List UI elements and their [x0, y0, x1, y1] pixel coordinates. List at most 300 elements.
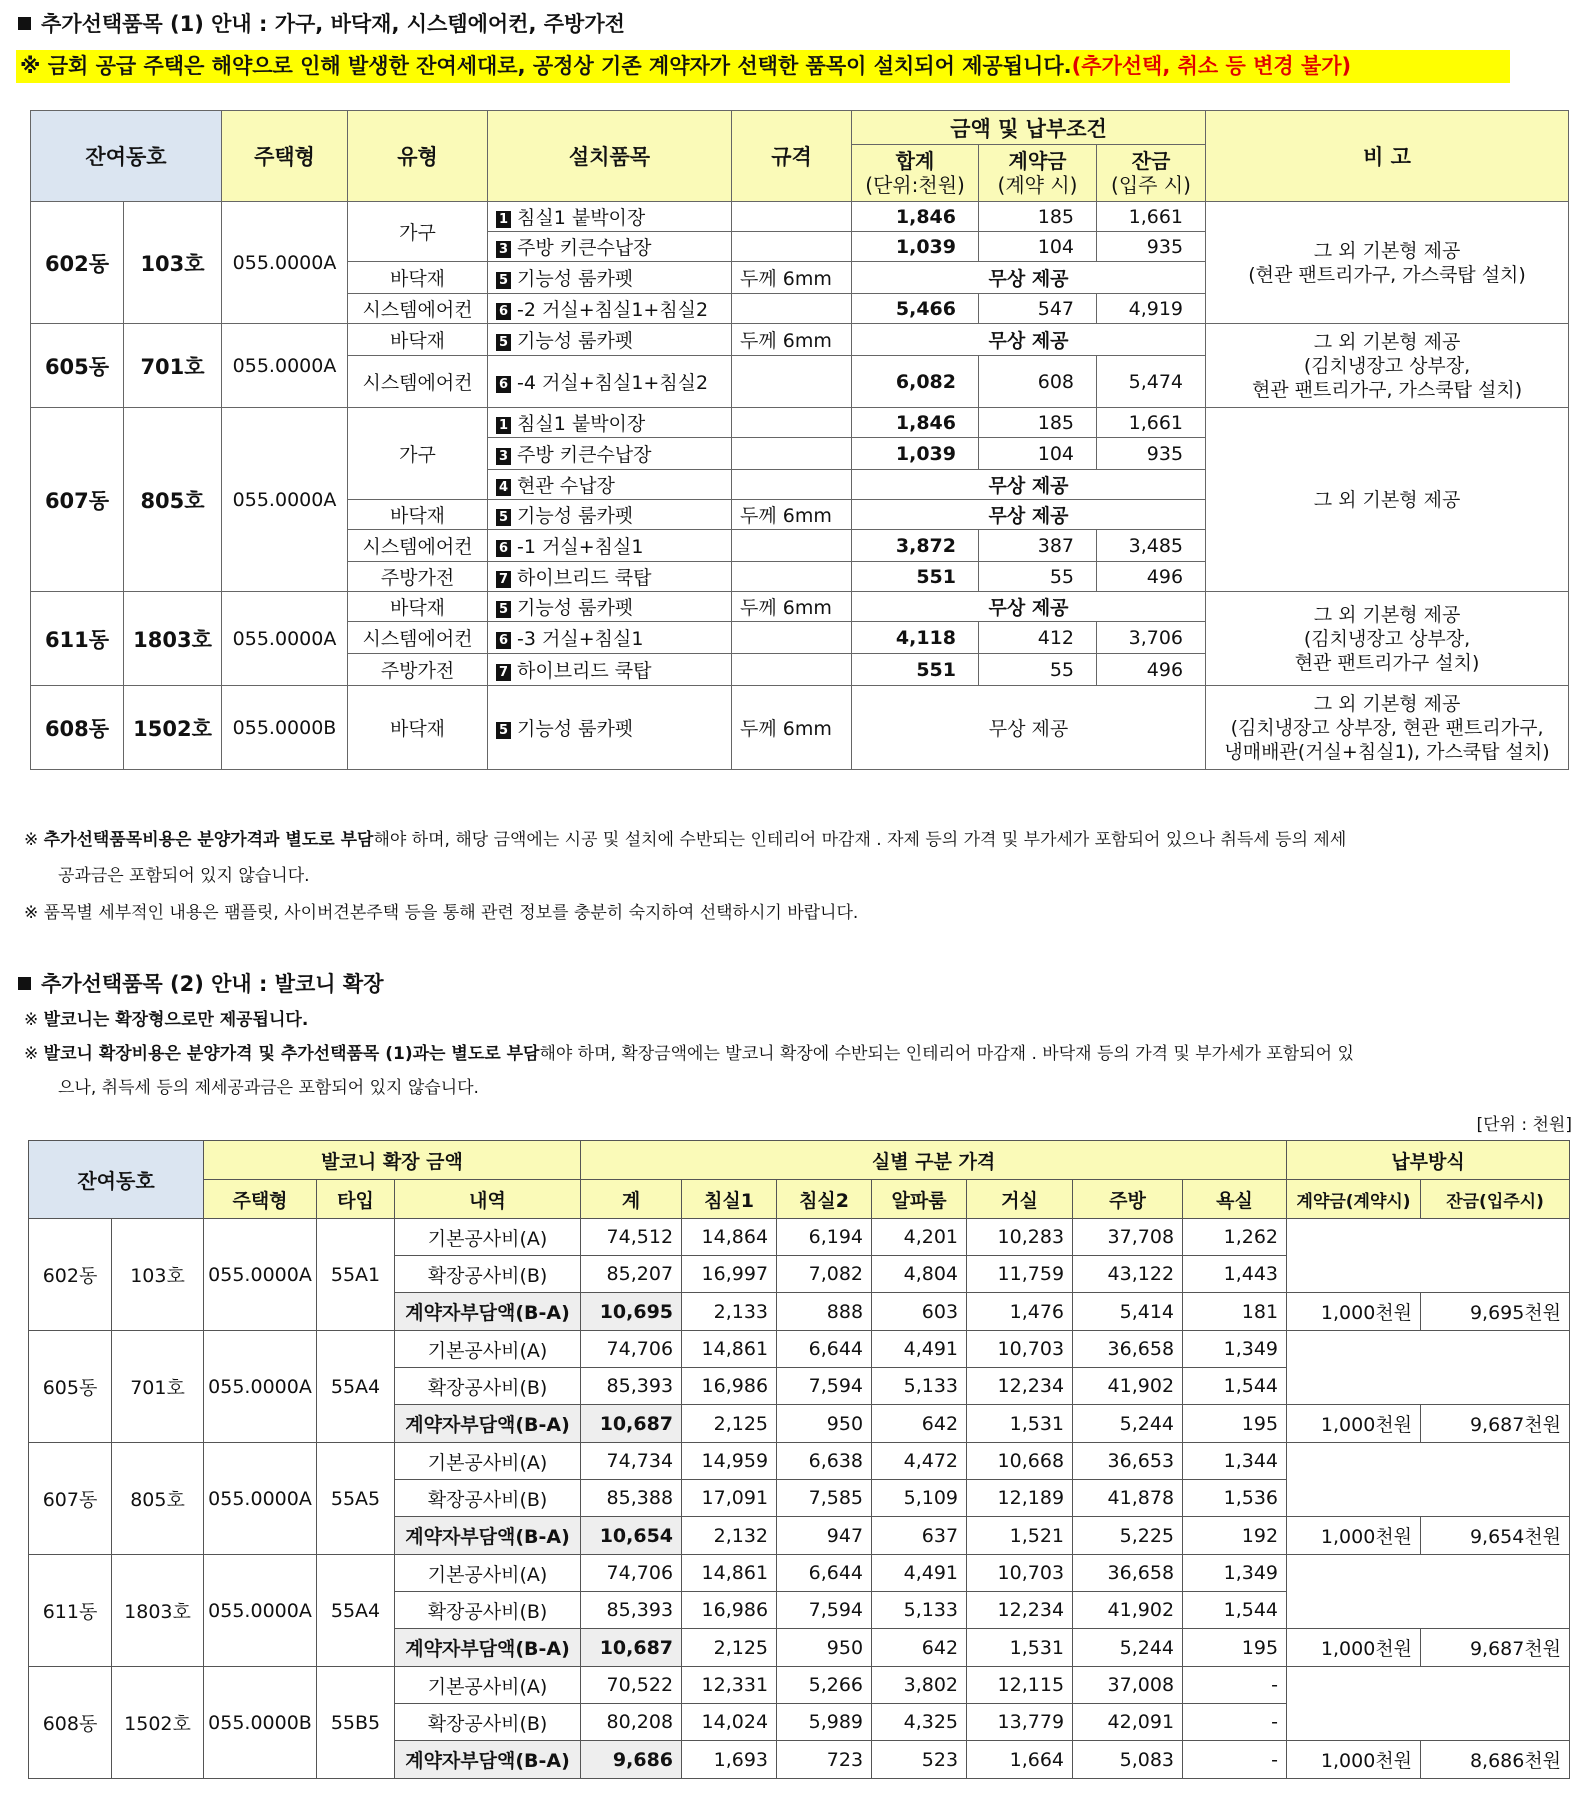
cost-cell: 192	[1183, 1517, 1287, 1555]
item-spec	[732, 356, 852, 408]
item-category: 주방가전	[348, 654, 488, 686]
item-category: 시스템에어컨	[348, 294, 488, 324]
cost-cell: 14,024	[682, 1704, 777, 1741]
item-name: -2 거실+침실1+침실2	[517, 299, 709, 321]
item-category: 바닥재	[348, 592, 488, 622]
header-category: 유형	[348, 111, 488, 202]
cost-cell: 37,008	[1073, 1667, 1183, 1704]
cost-cell: 80,208	[581, 1704, 682, 1741]
cost-cell: 5,244	[1073, 1405, 1183, 1443]
item-balance: 3,706	[1097, 622, 1206, 654]
cost-cell: 41,902	[1073, 1368, 1183, 1405]
cost-cell: 85,388	[581, 1480, 682, 1517]
item-deposit: 55	[979, 654, 1097, 686]
cost-cell: 4,472	[872, 1443, 967, 1480]
remark-line: 현관 팬트리가구 설치)	[1294, 651, 1480, 674]
item-number-badge: 5	[496, 334, 511, 351]
item-number-badge: 1	[496, 211, 511, 228]
cost-cell: 5,414	[1073, 1293, 1183, 1331]
item-category: 시스템에어컨	[348, 530, 488, 562]
cost-cell: 41,902	[1073, 1592, 1183, 1629]
cost-cell: 181	[1183, 1293, 1287, 1331]
unit-type: 055.0000B	[204, 1667, 317, 1779]
item-number-badge: 6	[496, 376, 511, 393]
header-type: 주택형	[222, 111, 348, 202]
cost-cell: 16,986	[682, 1592, 777, 1629]
payment-empty	[1287, 1443, 1570, 1517]
cost-row-label: 계약자부담액(B-A)	[395, 1293, 581, 1331]
item-category: 주방가전	[348, 562, 488, 592]
item-balance: 3,485	[1097, 530, 1206, 562]
cost-cell: 12,331	[682, 1667, 777, 1704]
item-number-badge: 1	[496, 417, 511, 434]
payment-balance: 9,687천원	[1421, 1405, 1570, 1443]
cost-cell: 1,536	[1183, 1480, 1287, 1517]
item-number-badge: 7	[496, 571, 511, 588]
item-deposit: 387	[979, 530, 1097, 562]
unit-plan: 55A1	[317, 1219, 395, 1331]
cost-row-label: 기본공사비(A)	[395, 1667, 581, 1704]
payment-deposit: 1,000천원	[1287, 1517, 1421, 1555]
cost-cell: 6,644	[777, 1555, 872, 1592]
table-row	[31, 592, 1569, 622]
cost-cell: 7,585	[777, 1480, 872, 1517]
item-total: 1,846	[852, 408, 979, 438]
cost-cell: 5,109	[872, 1480, 967, 1517]
item-name: 주방 키큰수납장	[517, 237, 652, 259]
cost-cell: 5,133	[872, 1368, 967, 1405]
unit-plan: 55A4	[317, 1555, 395, 1667]
item-spec	[732, 622, 852, 654]
item-name-cell	[488, 262, 732, 294]
payment-balance: 9,654천원	[1421, 1517, 1570, 1555]
item-total: 5,466	[852, 294, 979, 324]
item-spec: 두께 6mm	[732, 592, 852, 622]
section2-note2: ※ 발코니 확장비용은 분양가격 및 추가선택품목 (1)과는 별도로 부담해야 하며, 확장금액에는 발코니 확장에 수반되는 인테리어 마감재 . 바닥재 등의 가격 및 부가세가 포함되어 있	[24, 1044, 1354, 1064]
cost-cell: 5,083	[1073, 1741, 1183, 1779]
unit-plan: 55B5	[317, 1667, 395, 1779]
cost-cell: 10,687	[581, 1629, 682, 1667]
cost-cell: 12,234	[967, 1368, 1073, 1405]
cost-cell: 1,349	[1183, 1555, 1287, 1592]
cost-row-label: 기본공사비(A)	[395, 1555, 581, 1592]
payment-empty	[1287, 1219, 1570, 1293]
cost-row-label: 계약자부담액(B-A)	[395, 1517, 581, 1555]
cost-cell: 7,594	[777, 1592, 872, 1629]
unit-type: 055.0000A	[204, 1219, 317, 1331]
cost-cell: 14,861	[682, 1555, 777, 1592]
cost-cell: 1,531	[967, 1629, 1073, 1667]
unit-type: 055.0000A	[222, 408, 348, 592]
table-row	[31, 202, 1569, 232]
cost-cell: 17,091	[682, 1480, 777, 1517]
header-deposit: 계약금(계약시)	[1287, 1180, 1421, 1219]
header-detail: 내역	[395, 1180, 581, 1219]
section2-title: 추가선택품목 (2) 안내 : 발코니 확장	[18, 968, 383, 998]
cost-cell: 637	[872, 1517, 967, 1555]
item-spec	[732, 530, 852, 562]
unit-type: 055.0000A	[204, 1331, 317, 1443]
header-payment: 납부방식	[1287, 1141, 1570, 1180]
header-remarks: 비 고	[1206, 111, 1569, 202]
item-name-cell	[488, 622, 732, 654]
cost-cell: 11,759	[967, 1256, 1073, 1293]
unit-dong: 602동	[31, 202, 124, 324]
cost-row-label: 확장공사비(B)	[395, 1704, 581, 1741]
cost-cell: 70,522	[581, 1667, 682, 1704]
cost-row-label: 기본공사비(A)	[395, 1443, 581, 1480]
payment-deposit: 1,000천원	[1287, 1629, 1421, 1667]
cost-cell: 5,133	[872, 1592, 967, 1629]
cost-cell: 4,325	[872, 1704, 967, 1741]
cost-cell: -	[1183, 1741, 1287, 1779]
item-total: 1,846	[852, 202, 979, 232]
cost-cell: 36,653	[1073, 1443, 1183, 1480]
item-name-cell	[488, 500, 732, 530]
remark-line: 그 외 기본형 제공	[1313, 330, 1461, 353]
item-total: 1,039	[852, 232, 979, 262]
unit-type: 055.0000B	[222, 686, 348, 770]
cost-row-label: 계약자부담액(B-A)	[395, 1629, 581, 1667]
cost-cell: 2,133	[682, 1293, 777, 1331]
item-total: 3,872	[852, 530, 979, 562]
item-deposit: 608	[979, 356, 1097, 408]
cost-cell: 1,349	[1183, 1331, 1287, 1368]
cost-cell: 14,959	[682, 1443, 777, 1480]
notice-red-text: (추가선택, 취소 등 변경 불가)	[1071, 54, 1352, 78]
item-spec: 두께 6mm	[732, 500, 852, 530]
unit-dong: 608동	[29, 1667, 112, 1779]
item-name-cell	[488, 294, 732, 324]
item-total: 1,039	[852, 438, 979, 470]
cost-cell: 37,708	[1073, 1219, 1183, 1256]
unit-type: 055.0000A	[222, 324, 348, 408]
unit-ho: 1502호	[112, 1667, 204, 1779]
free-provision: 무상 제공	[852, 262, 1206, 294]
item-balance: 4,919	[1097, 294, 1206, 324]
item-total: 551	[852, 562, 979, 592]
payment-deposit: 1,000천원	[1287, 1405, 1421, 1443]
item-name: -3 거실+침실1	[517, 628, 644, 650]
item-spec	[732, 232, 852, 262]
item-balance: 1,661	[1097, 202, 1206, 232]
cost-cell: 195	[1183, 1405, 1287, 1443]
cost-cell: 10,687	[581, 1405, 682, 1443]
unit-dong: 608동	[31, 686, 124, 770]
cost-cell: -	[1183, 1667, 1287, 1704]
item-total: 4,118	[852, 622, 979, 654]
unit-type: 055.0000A	[204, 1555, 317, 1667]
cost-cell: 74,512	[581, 1219, 682, 1256]
cost-row-label: 계약자부담액(B-A)	[395, 1741, 581, 1779]
table-row	[29, 1555, 1570, 1592]
header-bed1: 침실1	[682, 1180, 777, 1219]
unit-remarks	[1206, 686, 1569, 770]
item-name-cell	[488, 408, 732, 438]
item-name: 침실1 붙박이장	[517, 413, 646, 435]
unit-dong: 607동	[29, 1443, 112, 1555]
section1-note1: ※ 추가선택품목비용은 분양가격과 별도로 부담해야 하며, 해당 금액에는 시공 및 설치에 수반되는 인테리어 마감재 . 자제 등의 가격 및 부가세가 포함되어 있으나 취득세 등의 제세	[24, 830, 1347, 850]
payment-balance: 9,687천원	[1421, 1629, 1570, 1667]
unit-remarks	[1206, 408, 1569, 592]
payment-empty	[1287, 1667, 1570, 1741]
cost-cell: 85,393	[581, 1368, 682, 1405]
header-price-group: 금액 및 납부조건	[852, 111, 1206, 145]
cost-cell: 74,706	[581, 1331, 682, 1368]
unit-remarks	[1206, 202, 1569, 324]
header-balance: 잔금(입주시)	[1421, 1180, 1570, 1219]
item-name-cell	[488, 592, 732, 622]
cost-cell: 603	[872, 1293, 967, 1331]
cost-cell: 2,132	[682, 1517, 777, 1555]
item-deposit: 547	[979, 294, 1097, 324]
item-category: 시스템에어컨	[348, 622, 488, 654]
cost-cell: 888	[777, 1293, 872, 1331]
item-number-badge: 3	[496, 241, 511, 258]
table-row	[31, 408, 1569, 438]
item-category: 바닥재	[348, 686, 488, 770]
item-spec: 두께 6mm	[732, 686, 852, 770]
cost-cell: 12,234	[967, 1592, 1073, 1629]
cost-cell: 6,194	[777, 1219, 872, 1256]
cost-row-label: 확장공사비(B)	[395, 1480, 581, 1517]
item-category: 바닥재	[348, 324, 488, 356]
item-name-cell	[488, 470, 732, 500]
item-name: 하이브리드 쿡탑	[517, 567, 652, 589]
remark-line: 그 외 기본형 제공	[1313, 692, 1461, 715]
item-name-cell	[488, 530, 732, 562]
payment-balance: 8,686천원	[1421, 1741, 1570, 1779]
remark-line: 그 외 기본형 제공	[1313, 488, 1461, 511]
header-sum: 계	[581, 1180, 682, 1219]
cost-cell: 36,658	[1073, 1331, 1183, 1368]
square-bullet-icon	[18, 977, 31, 990]
cost-cell: 1,344	[1183, 1443, 1287, 1480]
header-deposit: 계약금 (계약 시)	[979, 145, 1097, 202]
item-spec	[732, 654, 852, 686]
balcony-expansion-table	[28, 1140, 1570, 1779]
cost-cell: 13,779	[967, 1704, 1073, 1741]
cost-cell: 10,703	[967, 1331, 1073, 1368]
cost-row-label: 기본공사비(A)	[395, 1219, 581, 1256]
remark-line: (김치냉장고 상부장,	[1303, 354, 1471, 377]
unit-ho: 1803호	[124, 592, 222, 686]
unit-dong: 607동	[31, 408, 124, 592]
table-row	[29, 1331, 1570, 1368]
item-category: 가구	[348, 408, 488, 500]
table-row	[31, 324, 1569, 356]
unit-remarks	[1206, 324, 1569, 408]
unit-ho: 103호	[112, 1219, 204, 1331]
table-row	[31, 686, 1569, 770]
cost-cell: 16,986	[682, 1368, 777, 1405]
remark-line: (김치냉장고 상부장, 현관 팬트리가구,	[1230, 716, 1544, 739]
unit-ho: 103호	[124, 202, 222, 324]
header-alpha: 알파룸	[872, 1180, 967, 1219]
cost-cell: 2,125	[682, 1405, 777, 1443]
free-provision: 무상 제공	[852, 686, 1206, 770]
unit-dong: 611동	[31, 592, 124, 686]
header-spec: 규격	[732, 111, 852, 202]
item-name: -4 거실+침실1+침실2	[517, 372, 709, 394]
unit-plan: 55A5	[317, 1443, 395, 1555]
unit-ho: 1502호	[124, 686, 222, 770]
cost-row-label: 기본공사비(A)	[395, 1331, 581, 1368]
item-name: 기능성 룸카펫	[517, 597, 634, 619]
table-row	[29, 1667, 1570, 1704]
item-deposit: 55	[979, 562, 1097, 592]
item-spec	[732, 202, 852, 232]
cost-cell: 42,091	[1073, 1704, 1183, 1741]
item-balance: 1,661	[1097, 408, 1206, 438]
unit-dong: 611동	[29, 1555, 112, 1667]
item-name-cell	[488, 202, 732, 232]
cost-cell: 85,207	[581, 1256, 682, 1293]
item-number-badge: 5	[496, 601, 511, 618]
item-spec: 두께 6mm	[732, 324, 852, 356]
item-balance: 5,474	[1097, 356, 1206, 408]
cost-cell: 12,189	[967, 1480, 1073, 1517]
item-name: 하이브리드 쿡탑	[517, 660, 652, 682]
cost-cell: 6,638	[777, 1443, 872, 1480]
cost-cell: 14,864	[682, 1219, 777, 1256]
free-provision: 무상 제공	[852, 500, 1206, 530]
cost-cell: 1,476	[967, 1293, 1073, 1331]
item-name: 주방 키큰수납장	[517, 444, 652, 466]
item-name: 기능성 룸카펫	[517, 505, 634, 527]
item-deposit: 185	[979, 408, 1097, 438]
payment-balance: 9,695천원	[1421, 1293, 1570, 1331]
remark-line: 그 외 기본형 제공	[1313, 603, 1461, 626]
header-plan: 타입	[317, 1180, 395, 1219]
item-spec	[732, 562, 852, 592]
cost-cell: 1,521	[967, 1517, 1073, 1555]
item-name: 현관 수납장	[517, 475, 615, 497]
cost-cell: 4,491	[872, 1331, 967, 1368]
unit-ho: 701호	[112, 1331, 204, 1443]
item-number-badge: 6	[496, 632, 511, 649]
cost-cell: 14,861	[682, 1331, 777, 1368]
cost-cell: 642	[872, 1629, 967, 1667]
item-name: 기능성 룸카펫	[517, 718, 634, 740]
cost-cell: 10,654	[581, 1517, 682, 1555]
cost-cell: 5,244	[1073, 1629, 1183, 1667]
section2-note1: ※ 발코니는 확장형으로만 제공됩니다.	[24, 1010, 309, 1030]
header-kitchen: 주방	[1073, 1180, 1183, 1219]
header-rooms: 실별 구분 가격	[581, 1141, 1287, 1180]
item-deposit: 104	[979, 232, 1097, 262]
table-row	[29, 1443, 1570, 1480]
item-number-badge: 4	[496, 479, 511, 496]
cost-cell: 9,686	[581, 1741, 682, 1779]
unit-remarks	[1206, 592, 1569, 686]
cost-cell: 2,125	[682, 1629, 777, 1667]
item-category: 바닥재	[348, 500, 488, 530]
cost-row-label: 확장공사비(B)	[395, 1368, 581, 1405]
item-deposit: 185	[979, 202, 1097, 232]
item-number-badge: 7	[496, 664, 511, 681]
item-number-badge: 5	[496, 722, 511, 739]
remark-line: 그 외 기본형 제공	[1313, 239, 1461, 262]
header-dongho: 잔여동호	[29, 1141, 204, 1219]
section1-title: 추가선택품목 (1) 안내 : 가구, 바닥재, 시스템에어컨, 주방가전	[18, 8, 625, 38]
cost-row-label: 계약자부담액(B-A)	[395, 1405, 581, 1443]
free-provision: 무상 제공	[852, 324, 1206, 356]
unit-dong: 605동	[31, 324, 124, 408]
cost-cell: 36,658	[1073, 1555, 1183, 1592]
cost-cell: 10,668	[967, 1443, 1073, 1480]
cost-cell: 4,491	[872, 1555, 967, 1592]
cost-cell: 947	[777, 1517, 872, 1555]
free-provision: 무상 제공	[852, 470, 1206, 500]
cost-cell: 10,283	[967, 1219, 1073, 1256]
cost-cell: 74,734	[581, 1443, 682, 1480]
item-balance: 935	[1097, 438, 1206, 470]
item-name-cell	[488, 324, 732, 356]
header-bed2: 침실2	[777, 1180, 872, 1219]
item-total: 6,082	[852, 356, 979, 408]
payment-deposit: 1,000천원	[1287, 1741, 1421, 1779]
item-number-badge: 6	[496, 540, 511, 557]
item-category: 가구	[348, 202, 488, 262]
cost-cell: 950	[777, 1629, 872, 1667]
cost-cell: 4,201	[872, 1219, 967, 1256]
cost-cell: 723	[777, 1741, 872, 1779]
cost-cell: 642	[872, 1405, 967, 1443]
item-name-cell	[488, 356, 732, 408]
table-row	[29, 1219, 1570, 1256]
item-spec	[732, 438, 852, 470]
unit-ho: 805호	[112, 1443, 204, 1555]
unit-ho: 805호	[124, 408, 222, 592]
item-spec: 두께 6mm	[732, 262, 852, 294]
header-dongho: 잔여동호	[31, 111, 222, 202]
unit-type: 055.0000A	[222, 592, 348, 686]
header-item: 설치품목	[488, 111, 732, 202]
cost-cell: 43,122	[1073, 1256, 1183, 1293]
header-balance: 잔금 (입주 시)	[1097, 145, 1206, 202]
unit-ho: 701호	[124, 324, 222, 408]
item-number-badge: 5	[496, 272, 511, 289]
item-deposit: 412	[979, 622, 1097, 654]
cost-cell: 1,531	[967, 1405, 1073, 1443]
remark-line: 현관 팬트리가구, 가스쿡탑 설치)	[1251, 378, 1523, 401]
item-name-cell	[488, 438, 732, 470]
cost-cell: 3,802	[872, 1667, 967, 1704]
square-bullet-icon	[18, 17, 31, 30]
item-deposit: 104	[979, 438, 1097, 470]
unit-label: [단위 : 천원]	[1476, 1115, 1572, 1135]
item-category: 바닥재	[348, 262, 488, 294]
cost-cell: 4,804	[872, 1256, 967, 1293]
cost-cell: 12,115	[967, 1667, 1073, 1704]
item-balance: 496	[1097, 562, 1206, 592]
cost-cell: 10,695	[581, 1293, 682, 1331]
unit-plan: 55A4	[317, 1331, 395, 1443]
item-name: 침실1 붙박이장	[517, 207, 646, 229]
cost-cell: 1,443	[1183, 1256, 1287, 1293]
remark-line: (현관 팬트리가구, 가스쿡탑 설치)	[1248, 263, 1526, 286]
cost-cell: 5,225	[1073, 1517, 1183, 1555]
item-balance: 496	[1097, 654, 1206, 686]
item-number-badge: 3	[496, 448, 511, 465]
item-total: 551	[852, 654, 979, 686]
cost-cell: 1,262	[1183, 1219, 1287, 1256]
cost-cell: 74,706	[581, 1555, 682, 1592]
item-spec	[732, 470, 852, 500]
header-expansion: 발코니 확장 금액	[204, 1141, 581, 1180]
item-balance: 935	[1097, 232, 1206, 262]
